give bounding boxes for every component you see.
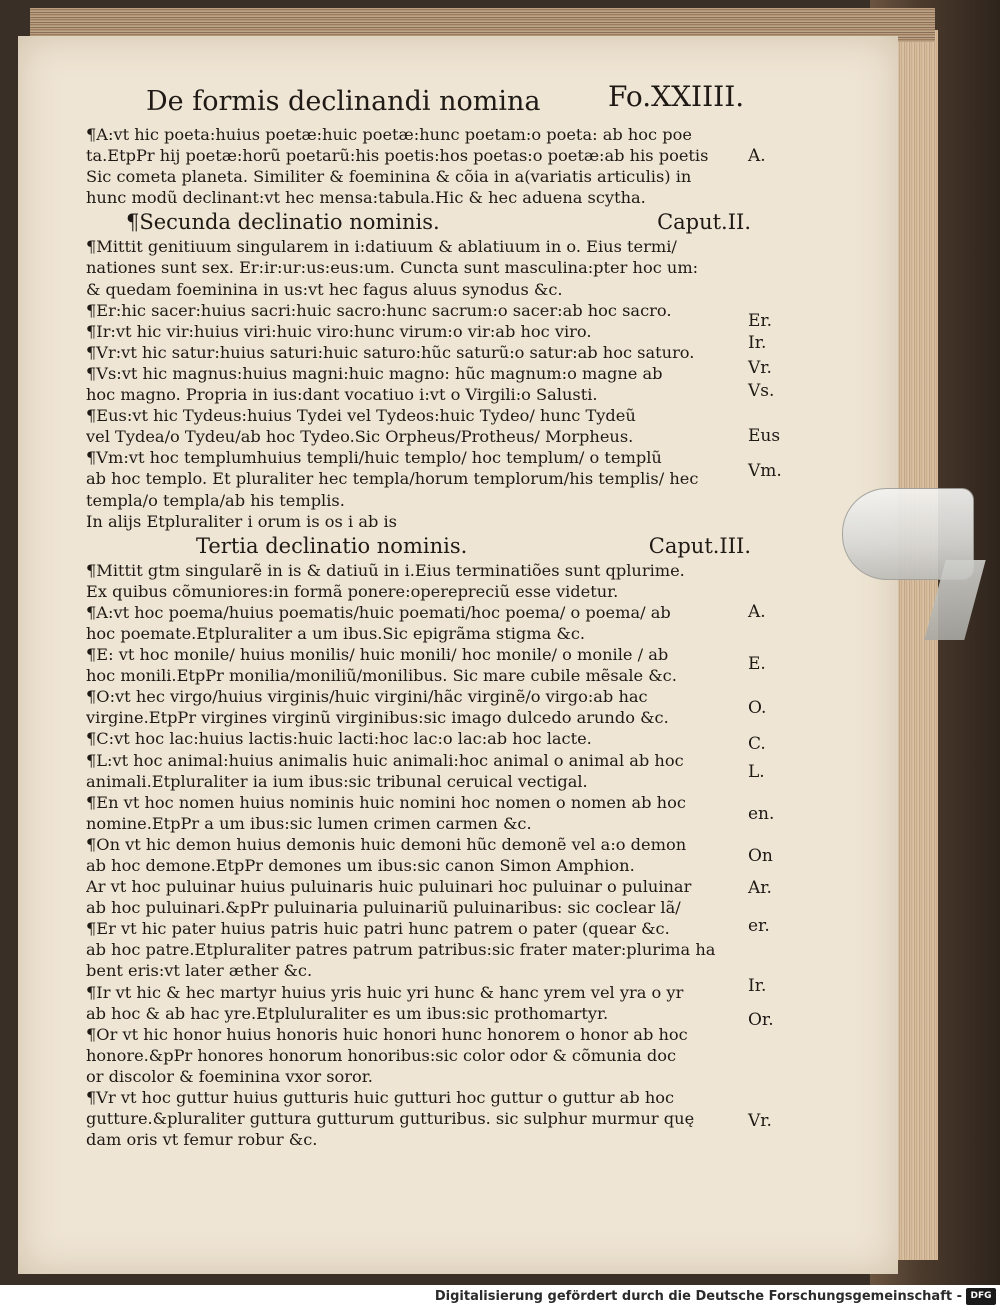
text-line: vel Tydea/o Tydeu/ab hoc Tydeo.Sic Orpheus/Protheus/ Morpheus. — [86, 427, 634, 447]
text-line: ¶Vr vt hoc guttur huius gutturis huic gutturi hoc guttur o guttur ab hoc — [86, 1088, 675, 1108]
margin-note: Or. — [748, 1010, 774, 1030]
text-line: animali.Etpluraliter ia ium ibus:sic tribunal ceruical vectigal. — [86, 771, 588, 791]
text-line: ¶On vt hic demon huius demonis huic demoni hũc demonẽ vel a:o demon — [86, 834, 687, 854]
text-line: ab hoc puluinari.&pPr puluinaria puluinariũ puluinaribus: sic coclear lã/ — [86, 898, 681, 918]
margin-note: Ar. — [748, 878, 772, 898]
heading-title: ¶Secunda declinatio nominis. — [126, 210, 440, 235]
margin-note: On — [748, 846, 773, 866]
text-line: templa/o templa/ab his templis. — [86, 490, 345, 510]
text-line: virgine.EtpPr virgines virginũ virginibus:sic imago dulcedo arundo &c. — [86, 708, 669, 728]
text-line: ¶O:vt hec virgo/huius virginis/huic virgini/hãc virginẽ/o virgo:ab hac — [86, 687, 648, 707]
heading-title: Tertia declinatio nominis. — [196, 533, 468, 558]
text-line: ¶Or vt hic honor huius honoris huic honori hunc honorem o honor ab hoc — [86, 1024, 688, 1044]
text-line: ¶Mittit genitiuum singularem in i:datiuum & ablatiuum in o. Eius termi/ — [86, 237, 677, 257]
heading-caput: Caput.III. — [648, 533, 751, 558]
text-line: ab hoc demone.EtpPr demones um ibus:sic canon Simon Amphion. — [86, 856, 635, 875]
text-line: gutture.&pluraliter guttura gutturum gutturibus. sic sulphur murmur quę — [86, 1109, 695, 1129]
text-line: ¶Er vt hic pater huius patris huic patri hunc patrem o pater (quear &c. — [86, 919, 670, 939]
text-line: ¶En vt hoc nomen huius nominis huic nomini hoc nomen o nomen ab hoc — [86, 792, 686, 812]
dfg-logo: DFG — [966, 1288, 996, 1305]
text-line: Ex quibus cõmuniores:in formã ponere:operepreciũ esse videtur. — [86, 581, 619, 601]
margin-note: Vs. — [748, 381, 775, 401]
text-line: ¶Mittit gtm singularẽ in is & datiuũ in i.Eius terminatiões sunt qplurime. — [86, 560, 685, 580]
margin-note: A. — [748, 602, 766, 622]
text-line: ta.EtpPr hij poetæ:horũ poetarũ:his poetis:hos poetas:o poetæ:ab his poetis — [86, 146, 709, 166]
text-line: hoc poemate.Etpluraliter a um ibus.Sic epigrãma stigma &c. — [86, 623, 586, 643]
text-line: ¶Er:hic sacer:huius sacri:huic sacro:hunc sacrum:o sacer:ab hoc sacro. — [86, 300, 672, 320]
text-line: ab hoc & ab hac yre.Etpluluraliter es um ibus:sic prothomartyr. — [86, 1003, 609, 1023]
text-line: ¶Vm:vt hoc templumhuius templi/huic templo/ hoc templum/ o templũ — [86, 448, 662, 468]
margin-note: E. — [748, 654, 766, 674]
margin-note: en. — [748, 804, 775, 824]
text-line: Sic cometa planeta. Similiter & foeminina & cõia in a(variatis articulis) in — [86, 167, 692, 187]
margin-note: Ir. — [748, 976, 767, 996]
text-line: & quedam foeminina in us:vt hec fagus aluus synodus &c. — [86, 279, 563, 299]
margin-note: Vr. — [748, 358, 772, 378]
text-block-third-declension — [86, 560, 751, 1151]
heading-caput: Caput.II. — [657, 210, 751, 235]
text-line: ¶Vs:vt hic magnus:huius magni:huic magno: hũc magnum:o magne ab — [86, 363, 663, 383]
text-line: hunc modũ declinant:vt hec mensa:tabula.Hic & hec aduena scytha. — [86, 188, 646, 208]
text-line: ¶A:vt hic poeta:huius poetæ:huic poetæ:hunc poetam:o poeta: ab hoc poe — [86, 125, 692, 144]
text-line: nomine.EtpPr a um ibus:sic lumen crimen carmen &c. — [86, 813, 532, 833]
footer-credit: Digitalisierung gefördert durch die Deutsche Forschungsgemeinschaft - — [434, 1289, 962, 1304]
body-text — [86, 124, 751, 1150]
text-block-second-declension — [86, 236, 751, 531]
text-line: ¶C:vt hoc lac:huius lactis:huic lacti:hoc lac:o lac:ab hoc lacte. — [86, 729, 592, 749]
margin-note: Eus — [748, 426, 781, 446]
text-line: ¶L:vt hoc animal:huius animalis huic animali:hoc animal o animal ab hoc — [86, 750, 684, 770]
text-block-first-declension — [86, 124, 751, 208]
printed-page — [18, 36, 898, 1274]
text-line: or discolor & foeminina vxor soror. — [86, 1066, 373, 1086]
text-line: ab hoc templo. Et pluraliter hec templa/horum templorum/his templis/ hec — [86, 469, 699, 489]
margin-note: O. — [748, 698, 767, 718]
folio-number: Fo.XXIIII. — [608, 80, 745, 113]
heading-third-declension — [86, 532, 751, 560]
margin-note: Ir. — [748, 333, 767, 353]
text-line: ¶Ir:vt hic vir:huius viri:huic viro:hunc virum:o vir:ab hoc viro. — [86, 321, 592, 341]
text-line: Ar vt hoc puluinar huius puluinaris huic puluinari hoc puluinar o puluinar — [86, 877, 692, 897]
text-line: hoc monili.EtpPr monilia/moniliũ/monilibus. Sic mare cubile mẽsale &c. — [86, 666, 677, 686]
text-line: ¶Ir vt hic & hec martyr huius yris huic yri hunc & hanc yrem vel yra o yr — [86, 982, 684, 1002]
text-line: ¶Eus:vt hic Tydeus:huius Tydei vel Tydeos:huic Tydeo/ hunc Tydeũ — [86, 406, 636, 426]
page-inner — [18, 36, 898, 1274]
margin-note: C. — [748, 734, 766, 754]
text-line: dam oris vt femur robur &c. — [86, 1130, 318, 1150]
digitization-footer — [0, 1285, 1000, 1310]
text-line: ¶A:vt hoc poema/huius poematis/huic poemati/hoc poema/ o poema/ ab — [86, 602, 671, 622]
text-line: ab hoc patre.Etpluraliter patres patrum patribus:sic frater mater:plurima ha — [86, 940, 716, 960]
margin-note: A. — [748, 146, 766, 166]
heading-second-declension — [86, 208, 751, 236]
margin-note: Er. — [748, 311, 773, 331]
text-line: hoc magno. Propria in ius:dant vocatiuo i:vt o Virgili:o Salusti. — [86, 385, 598, 405]
margin-note: L. — [748, 762, 765, 782]
text-line: ¶E: vt hoc monile/ huius monilis/ huic monili/ hoc monile/ o monile / ab — [86, 645, 669, 665]
text-line: In alijs Etpluraliter i orum is os i ab is — [86, 511, 397, 531]
margin-note: Vm. — [748, 461, 782, 481]
margin-note: Vr. — [748, 1111, 772, 1131]
text-line: honore.&pPr honores honorum honoribus:sic color odor & cõmunia doc — [86, 1045, 677, 1065]
running-head: De formis declinandi nomina — [146, 86, 541, 117]
text-line: nationes sunt sex. Er:ir:ur:us:eus:um. Cuncta sunt masculina:pter hoc um: — [86, 258, 699, 278]
text-line: ¶Vr:vt hic satur:huius saturi:huic saturo:hũc saturũ:o satur:ab hoc saturo. — [86, 342, 695, 362]
margin-note: er. — [748, 916, 770, 936]
text-line: bent eris:vt later æther &c. — [86, 961, 313, 981]
